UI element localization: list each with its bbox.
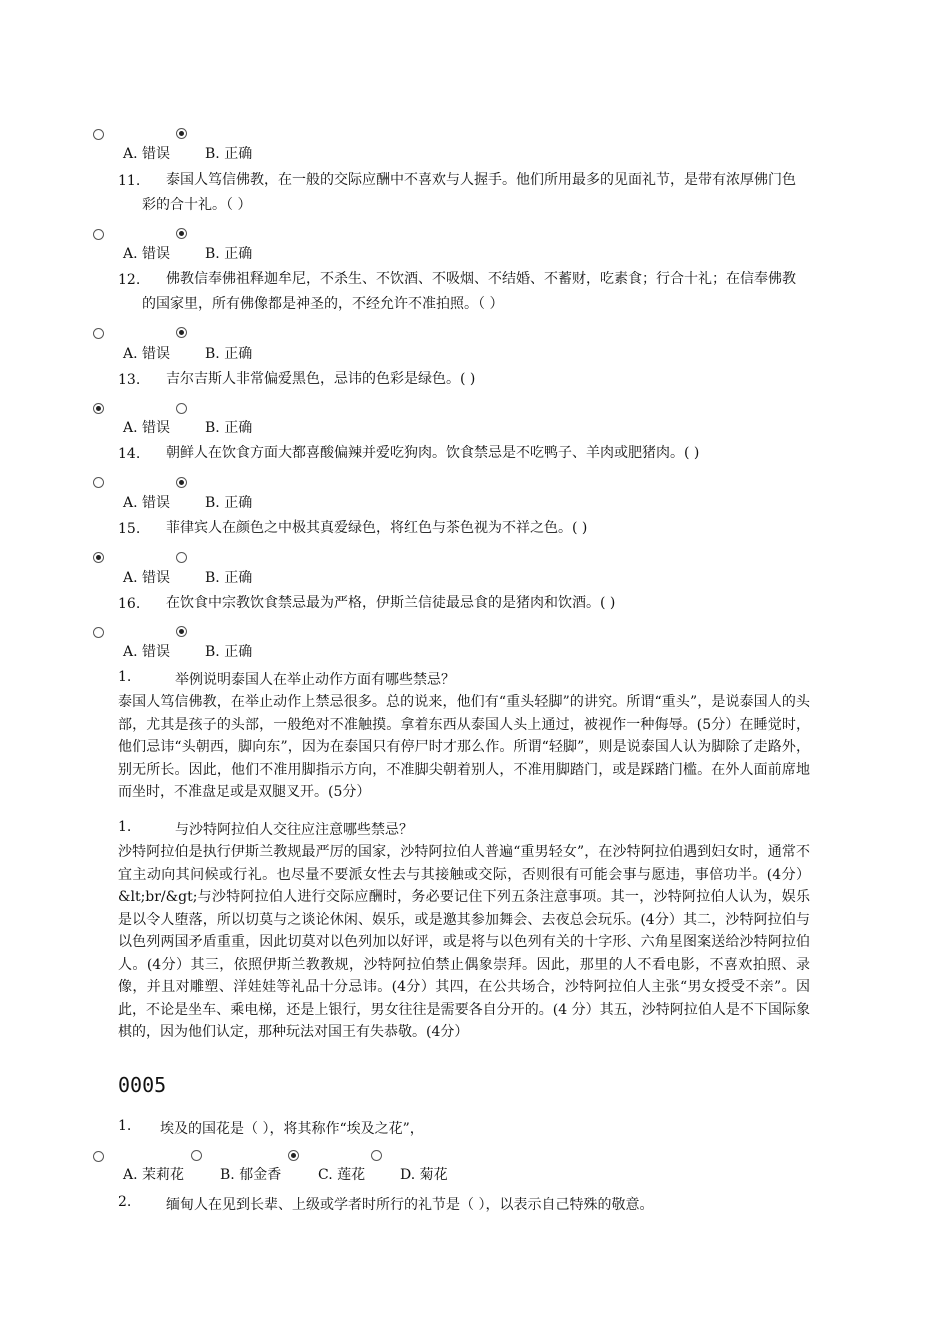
q14-option-b-label: B. 正确 <box>205 495 253 511</box>
question-text: 在饮食中宗教饮食禁忌最为严格，伊斯兰信徒最忌食的是猪肉和饮酒。( ) <box>166 595 616 611</box>
q16-option-a-label: A. 错误 <box>123 644 171 660</box>
q15-option-a-label: A. 错误 <box>123 570 171 586</box>
mc1-option-b-label: B. 郁金香 <box>220 1167 282 1183</box>
q10-option-a-label: A. 错误 <box>123 146 171 162</box>
question-number: 12. <box>118 272 141 288</box>
q10-option-b-radio[interactable] <box>176 128 187 139</box>
q13-option-b-label: B. 正确 <box>205 420 253 436</box>
q13-option-a-label: A. 错误 <box>123 420 171 436</box>
q10-option-b-label: B. 正确 <box>205 146 253 162</box>
question-number: 11. <box>118 173 141 189</box>
q13-option-a-radio[interactable] <box>93 403 104 414</box>
q11-option-a-radio[interactable] <box>93 229 104 240</box>
question-text: 埃及的国花是（ ），将其称作“埃及之花”， <box>160 1121 424 1137</box>
question-number: 14. <box>118 446 141 462</box>
q16-option-b-label: B. 正确 <box>205 644 253 660</box>
question-text: 朝鲜人在饮食方面大都喜酸偏辣并爱吃狗肉。饮食禁忌是不吃鸭子、羊肉或肥猪肉。( ) <box>166 445 700 461</box>
question-number: 2. <box>118 1194 132 1210</box>
mc1-option-a-radio[interactable] <box>93 1151 104 1162</box>
question-text: 缅甸人在见到长辈、上级或学者时所行的礼节是（ ），以表示自己特殊的敬意。 <box>166 1197 654 1213</box>
essay-number: 1. <box>118 669 132 685</box>
q12-option-a-radio[interactable] <box>93 328 104 339</box>
mc1-option-a-label: A. 茉莉花 <box>123 1167 185 1183</box>
q16-option-b-radio[interactable] <box>176 626 187 637</box>
question-text: 吉尔吉斯人非常偏爱黑色，忌讳的色彩是绿色。( ) <box>166 371 476 387</box>
question-text-cont: 彩的合十礼。（ ） <box>142 197 252 213</box>
q14-option-a-radio[interactable] <box>93 477 104 488</box>
question-text: 菲律宾人在颜色之中极其真爱绿色，将红色与茶色视为不祥之色。( ) <box>166 520 588 536</box>
q12-option-b-label: B. 正确 <box>205 346 253 362</box>
essay-number: 1. <box>118 819 132 835</box>
question-number: 1. <box>118 1118 132 1134</box>
question-text: 泰国人笃信佛教，在一般的交际应酬中不喜欢与人握手。他们所用最多的见面礼节，是带有浓厚佛门色 <box>166 172 796 188</box>
q14-option-a-label: A. 错误 <box>123 495 171 511</box>
essay-question: 与沙特阿拉伯人交往应注意哪些禁忌？ <box>175 822 413 838</box>
mc1-option-d-label: D. 菊花 <box>400 1167 448 1183</box>
q10-option-a-radio[interactable] <box>93 129 104 140</box>
q15-option-b-radio[interactable] <box>176 552 187 563</box>
question-number: 13. <box>118 372 141 388</box>
question-text-cont: 的国家里，所有佛像都是神圣的，不经允许不准拍照。（ ） <box>142 296 504 312</box>
q15-option-a-radio[interactable] <box>93 552 104 563</box>
q13-option-b-radio[interactable] <box>176 403 187 414</box>
question-number: 16. <box>118 596 141 612</box>
q16-option-a-radio[interactable] <box>93 627 104 638</box>
mc1-option-d-radio[interactable] <box>371 1150 382 1161</box>
q12-option-b-radio[interactable] <box>176 327 187 338</box>
essay-answer: 泰国人笃信佛教，在举止动作上禁忌很多。总的说来，他们有“重头轻脚”的讲究。所谓“重头”，是说泰国人的头部，尤其是孩子的头部，一般绝对不准触摸。拿着东西从泰国人头上通过，被视作一种侮辱。(5分）在睡觉时，他们忌讳“头朝西，脚向东”，因为在泰国只有停尸时才那么作。所谓“轻脚”，则是说泰国人认为脚除了走路外，别无所长。因此，他们不准用脚指示方向，不准脚尖朝着别人，不准用脚踏门，或是踩踏门槛。在外人面前席地而坐时，不准盘足或是双腿叉开。(5分） <box>118 694 810 800</box>
q14-option-b-radio[interactable] <box>176 477 187 488</box>
q11-option-b-label: B. 正确 <box>205 246 253 262</box>
mc1-option-c-radio[interactable] <box>288 1150 299 1161</box>
mc1-option-c-label: C. 莲花 <box>318 1167 366 1183</box>
question-number: 15. <box>118 521 141 537</box>
question-text: 佛教信奉佛祖释迦牟尼，不杀生、不饮酒、不吸烟、不结婚、不蓄财，吃素食；行合十礼；在信奉佛教 <box>166 271 796 287</box>
mc1-option-b-radio[interactable] <box>191 1150 202 1161</box>
essay-question: 举例说明泰国人在举止动作方面有哪些禁忌？ <box>175 672 455 688</box>
essay-answer: 沙特阿拉伯是执行伊斯兰教规最严厉的国家，沙特阿拉伯人普遍“重男轻女”，在沙特阿拉伯遇到妇女时，通常不宜主动向其问候或行礼。也尽量不要派女性去与其接触或交际，否则很有可能会事与愿违，事倍功半。(4分）&lt;br/&gt;与沙特阿拉伯人进行交际应酬时，务必要记住下列五条注意事项。其一，沙特阿拉伯人认为，娱乐是以令人堕落，所以切莫与之谈论休闲、娱乐，或是邀其参加舞会、去夜总会玩乐。(4分）其二，沙特阿拉伯与以色列两国矛盾重重，因此切莫对以色列加以好评，或是将与以色列有关的十字形、六角星图案送给沙特阿拉伯人。(4分）其三，依照伊斯兰教教规，沙特阿拉伯禁止偶象崇拜。因此，那里的人不看电影，不喜欢拍照、录像，并且对雕塑、洋娃娃等礼品十分忌讳。(4分）其四，在公共场合，沙特阿拉伯人主张“男女授受不亲”。因此，不论是坐车、乘电梯，还是上银行，男女往往是需要各自分开的。(4 分）其五，沙特阿拉伯人是不下国际象棋的，因为他们认定，那种玩法对国王有失恭敬。(4分） <box>118 844 810 1040</box>
q11-option-b-radio[interactable] <box>176 228 187 239</box>
q15-option-b-label: B. 正确 <box>205 570 253 586</box>
q11-option-a-label: A. 错误 <box>123 246 171 262</box>
q12-option-a-label: A. 错误 <box>123 346 171 362</box>
section-title: 0005 <box>118 1073 167 1097</box>
